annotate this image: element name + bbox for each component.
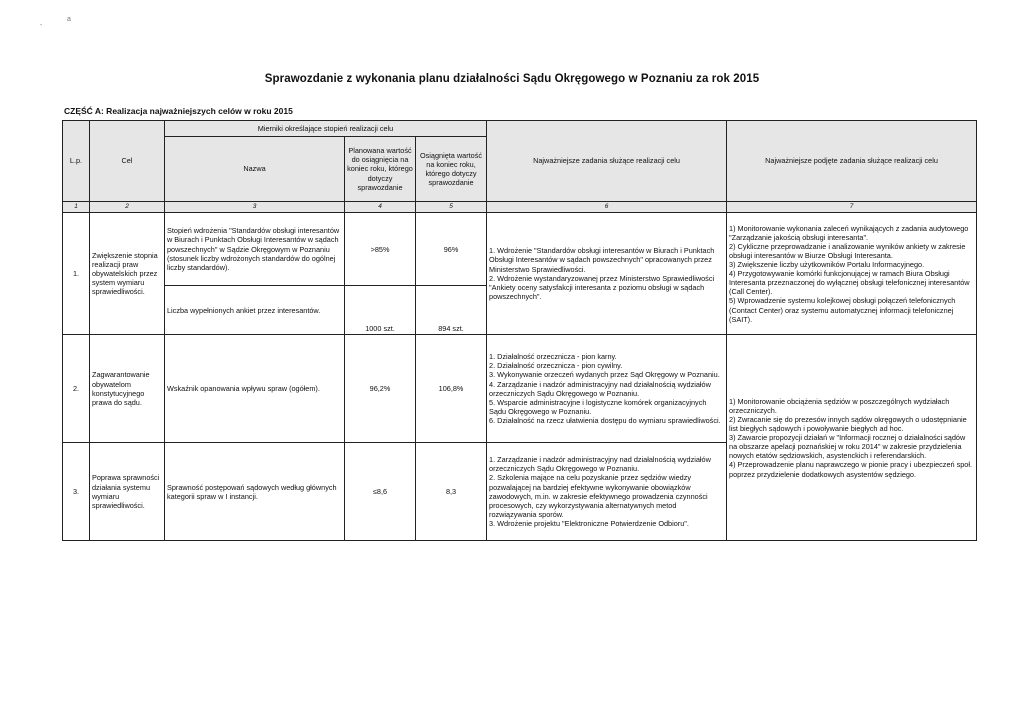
header-planowana: Planowana wartość do osiągnięcia na koniec roku, którego dotyczy sprawozdanie bbox=[345, 137, 416, 202]
column-number: 6 bbox=[487, 202, 727, 213]
list-item: 2. Wdrożenie wystandaryzowanej przez Ministerstwo Sprawiedliwości "Ankiety oceny satysfakcji interesanta z poziomu obsługi w sądach powszechnych". bbox=[489, 273, 715, 301]
zadania-list bbox=[487, 443, 727, 541]
miernik-real: 96% bbox=[416, 213, 487, 286]
header-nazwa: Nazwa bbox=[165, 137, 345, 202]
table-row bbox=[63, 335, 977, 443]
miernik-name: Liczba wypełnionych ankiet przez interesantów. bbox=[165, 286, 345, 335]
miernik-plan: 1000 szt. bbox=[345, 286, 416, 335]
list-item: 1) Monitorowanie wykonania zaleceń wynikających z zadania audytowego "Zarządzanie jakością obsługi interesanta". bbox=[729, 223, 969, 242]
zadania-list bbox=[487, 335, 727, 443]
miernik-plan: ≤8,6 bbox=[345, 443, 416, 541]
scan-mark: a bbox=[67, 16, 71, 23]
header-lp: L.p. bbox=[63, 121, 90, 202]
row-cel: Poprawa sprawności działania systemu wymiaru sprawiedliwości. bbox=[90, 443, 165, 541]
header-osiagnieta: Osiągnięta wartość na koniec roku, którego dotyczy sprawozdanie bbox=[416, 137, 487, 202]
header-zadania: Najważniejsze zadania służące realizacji celu bbox=[487, 121, 727, 202]
zadania-list bbox=[487, 213, 727, 335]
list-item: 3) Zawarcie propozycji działań w "Informacji rocznej o działalności sądów na obszarze apelacji poznańskiej w roku 2014" w zakresie przydzielenia nowych etatów sędziowskich, asystenckich i referendarskich. bbox=[729, 433, 966, 461]
list-item: 1. Zarządzanie i nadzór administracyjny nad działalnością wydziałów orzeczniczych Sądu Okręgowego w Poznaniu. bbox=[489, 455, 711, 474]
row-lp: 1. bbox=[63, 213, 90, 335]
column-number: 5 bbox=[416, 202, 487, 213]
podjete-list bbox=[727, 335, 977, 541]
list-item: 2) Cykliczne przeprowadzanie i analizowanie wyników ankiety w zakresie obsługi interesantów w Biurze Obsługi Interesanta. bbox=[729, 241, 966, 260]
list-item: 4) Przeprowadzenie planu naprawczego w pionie pracy i ubezpieczeń społ. poprzez przydzielenie dodatkowych asystentów sędziego. bbox=[729, 460, 972, 479]
miernik-plan: >85% bbox=[345, 213, 416, 286]
list-item: 4) Przygotowywanie komórki funkcjonującej w ramach Biura Obsługi Interesanta przeznaczonej do wyłącznej obsługi telefonicznej interesantów (Call Center). bbox=[729, 269, 970, 297]
goals-table bbox=[62, 120, 977, 541]
podjete-list bbox=[727, 213, 977, 335]
list-item: 1) Monitorowanie obciążenia sędziów w poszczególnych wydziałach orzeczniczych. bbox=[729, 396, 950, 415]
list-item: 1. Działalność orzecznicza - pion karny. bbox=[489, 352, 617, 362]
section-title: CZĘŚĆ A: Realizacja najważniejszych celów w roku 2015 bbox=[64, 106, 293, 116]
header-podjete: Najważniejsze podjęte zadania służące realizacji celu bbox=[727, 121, 977, 202]
miernik-name: Sprawność postępowań sądowych według głównych kategorii spraw w I instancji. bbox=[165, 443, 345, 541]
list-item: 2. Szkolenia mające na celu pozyskanie przez sędziów wiedzy pozwalającej na bardziej efektywne wykonywanie obowiązków zawodowych, m.in. w zakresie efektywnego prowadzenia czynności procesowych, czy wykorzystywania alternatywnych metod rozwiązywania sporów. bbox=[489, 473, 708, 519]
row-cel: Zagwarantowanie obywatelom konstytucyjnego prawa do sądu. bbox=[90, 335, 165, 443]
miernik-real: 106,8% bbox=[416, 335, 487, 443]
miernik-name: Wskaźnik opanowania wpływu spraw (ogółem). bbox=[165, 335, 345, 443]
list-item: 6. Działalność na rzecz ułatwienia dostępu do wymiaru sprawiedliwości. bbox=[489, 415, 721, 425]
miernik-plan: 96,2% bbox=[345, 335, 416, 443]
column-numbers-row bbox=[63, 202, 977, 213]
column-number: 3 bbox=[165, 202, 345, 213]
document-title: Sprawozdanie z wykonania planu działalności Sądu Okręgowego w Poznaniu za rok 2015 bbox=[264, 73, 760, 85]
scan-mark: - bbox=[40, 22, 43, 29]
column-number: 1 bbox=[63, 202, 90, 213]
list-item: 3) Zwiększenie liczby użytkowników Portalu Informacyjnego. bbox=[729, 259, 925, 269]
header-row bbox=[63, 121, 977, 137]
header-cel: Cel bbox=[90, 121, 165, 202]
list-item: 3. Wykonywanie orzeczeń wydanych przez Sąd Okręgowy w Poznaniu. bbox=[489, 370, 720, 380]
list-item: 1. Wdrożenie "Standardów obsługi interesantów w Biurach i Punktach Obsługi Interesantów w sądach powszechnych" opracowanych przez Ministerstwo Sprawiedliwości. bbox=[489, 246, 715, 274]
list-item: 2) Zwracanie się do prezesów innych sądów okręgowych o udostępnianie list biegłych sądowych i powoływanie biegłych ad hoc. bbox=[729, 414, 967, 433]
header-mierniki: Mierniki określające stopień realizacji celu bbox=[165, 121, 487, 137]
column-number: 4 bbox=[345, 202, 416, 213]
list-item: 4. Zarządzanie i nadzór administracyjny nad działalnością wydziałów orzeczniczych Sądu Okręgowego w Poznaniu. bbox=[489, 379, 711, 398]
list-item: 5) Wprowadzenie systemu kolejkowej obsługi połączeń telefonicznych (Contact Center) oraz systemu automatycznej informacji telefonicznej (SAIT). bbox=[729, 296, 956, 324]
row-lp: 2. bbox=[63, 335, 90, 443]
row-cel: Zwiększenie stopnia realizacji praw obywatelskich przez system wymiaru sprawiedliwości. bbox=[90, 213, 165, 335]
column-number: 7 bbox=[727, 202, 977, 213]
miernik-name: Stopień wdrożenia "Standardów obsługi interesantów w Biurach i Punktach Obsługi Interesantów w sądach powszechnych" w Sądzie Okręgowym w Poznaniu (stosunek liczby wdrożonych standardów do ogólnej liczby standardów). bbox=[165, 213, 345, 286]
list-item: 5. Wsparcie administracyjne i logistyczne komórek organizacyjnych Sądu Okręgowego w Poznaniu. bbox=[489, 397, 707, 416]
list-item: 3. Wdrożenie projektu "Elektroniczne Potwierdzenie Odbioru". bbox=[489, 518, 689, 528]
list-item: 2. Działalność orzecznicza - pion cywilny. bbox=[489, 361, 623, 371]
table-row bbox=[63, 213, 977, 286]
miernik-real: 894 szt. bbox=[416, 286, 487, 335]
row-lp: 3. bbox=[63, 443, 90, 541]
column-number: 2 bbox=[90, 202, 165, 213]
miernik-real: 8,3 bbox=[416, 443, 487, 541]
